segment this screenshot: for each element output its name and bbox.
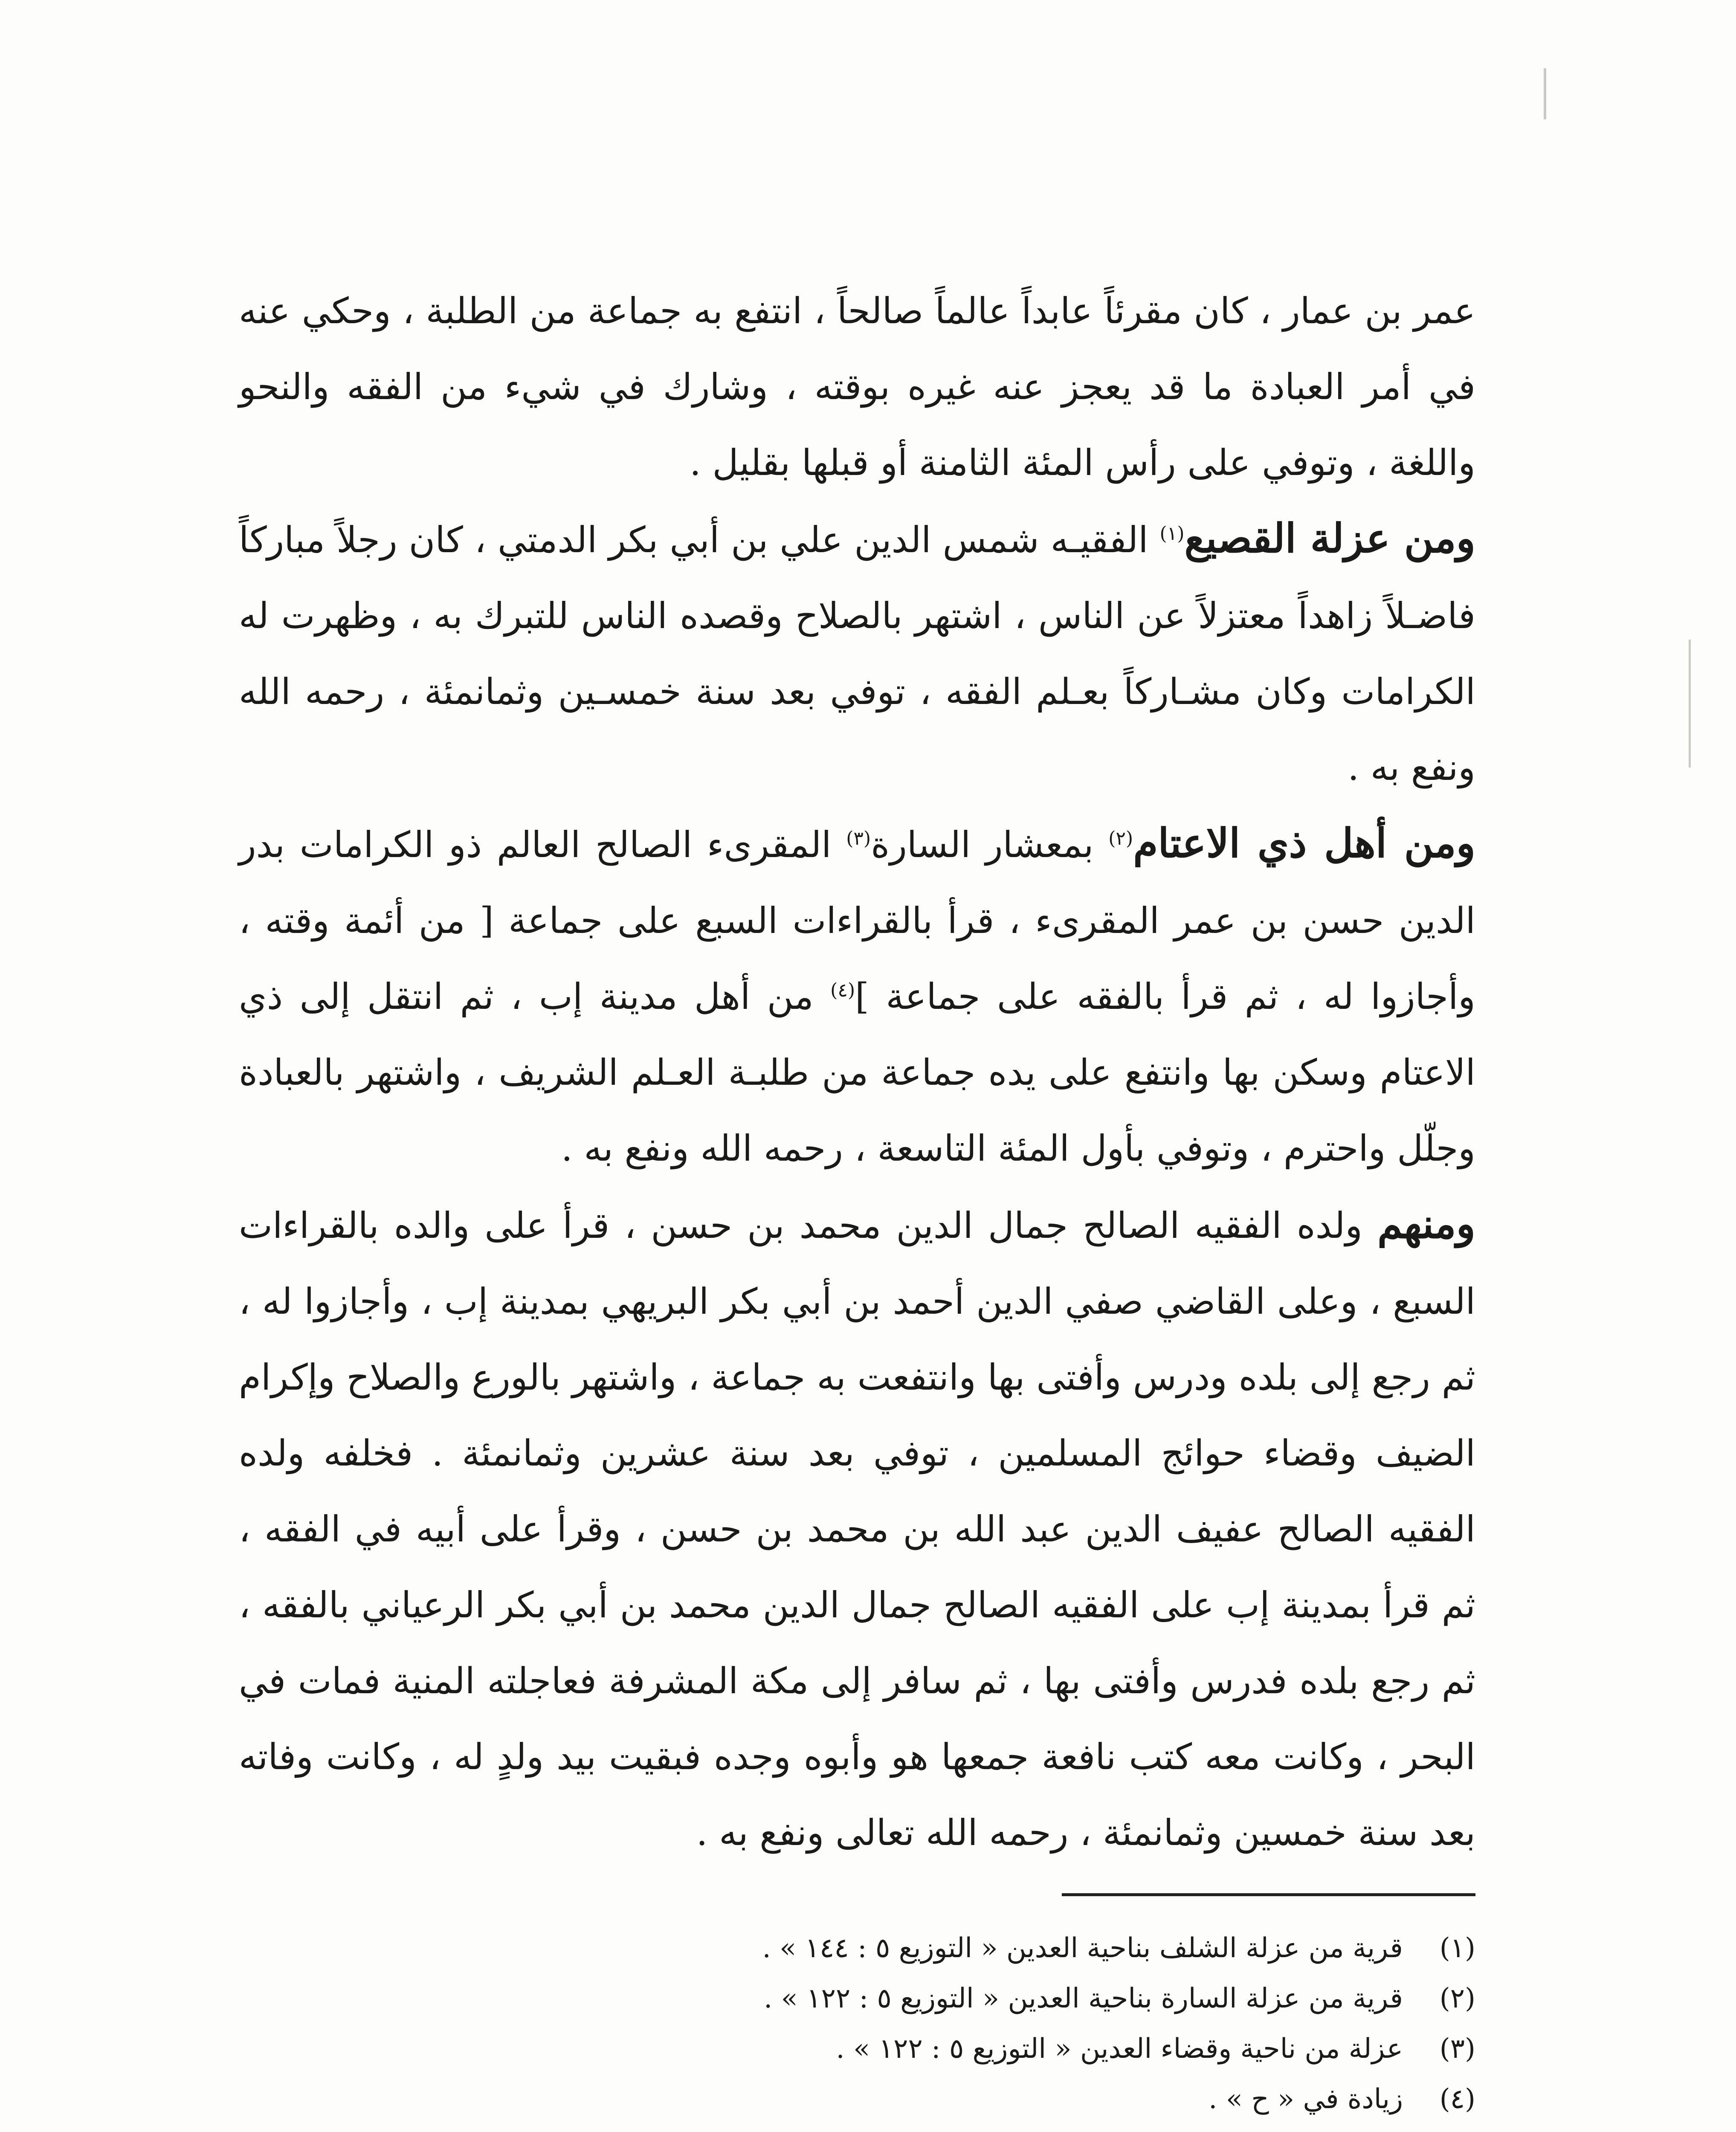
footnote-separator (1062, 1893, 1475, 1896)
paragraph-lead: ومن أهل ذي الاعتام (1133, 820, 1475, 867)
paragraph-text: عمر بن عمار ، كان مقرئاً عابداً عالماً صالحاً ، انتفع به جماعة من الطلبة ، وحكي عنه في أمر العبادة ما قد يعجز عنه غيره بوقته ، وشارك في شيء من الفقه والنحو واللغة ، وتوفي على رأس المئة الثامنة أو قبلها بقليل . (239, 290, 1475, 484)
footnote-text: عزلة من ناحية وقضاء العدين « التوزيع ٥ : ١٢٢ » . (836, 2033, 1403, 2065)
footnote-ref[interactable]: (٣) (846, 828, 871, 849)
paragraph-lead: ومن عزلة القصيع (1184, 515, 1475, 562)
footnote (384, 1973, 1475, 2024)
body-text (239, 273, 1475, 1871)
footnote-text: زيادة في « ح » . (1209, 2083, 1403, 2115)
footnote (384, 2024, 1475, 2074)
footnote-number: (٤) (1439, 2083, 1475, 2115)
footnote-text: قرية من عزلة الشلف بناحية العدين « التوزيع ٥ : ١٤٤ » . (762, 1932, 1403, 1964)
footnote-text: قرية من عزلة السارة بناحية العدين « التوزيع ٥ : ١٢٢ » . (763, 1983, 1403, 2014)
paragraph-lead: ومنهم (1377, 1201, 1475, 1248)
footnote-ref[interactable]: (٤) (830, 979, 855, 1001)
paragraph (239, 273, 1475, 501)
footnote (384, 1923, 1475, 1973)
footnote-ref[interactable]: (١) (1159, 523, 1185, 545)
paragraph-text: ولده الفقيه الصالح جمال الدين محمد بن حسن ، قرأ على والده بالقراءات السبع ، وعلى القاضي صفي الدين أحمد بن أبي بكر البريهي بمدينة إب ، وأجازوا له ، ثم رجع إلى بلده ودرس وأفتى بها وانتفعت به جماعة ، واشتهر بالورع والصلاح وإكرام الضيف وقضاء حوائج المسلمين ، توفي بعد سنة عشرين وثمانمئة . فخلفه ولده الفقيه الصالح عفيف الدين عبد الله بن محمد بن حسن ، وقرأ على أبيه في الفقه ، ثم قرأ بمدينة إب على الفقيه الصالح جمال الدين محمد بن أبي بكر الرعياني بالفقه ، ثم رجع بلده فدرس وأفتى بها ، ثم سافر إلى مكة المشرفة فعاجلته المنية فمات في البحر ، وكانت معه كتب نافعة جمعها هو وأبوه وجده فبقيت بيد ولدٍ له ، وكانت وفاته بعد سنة خمسين وثمانمئة ، رحمه الله تعالى ونفع به . (239, 1205, 1475, 1854)
footnotes (384, 1923, 1475, 2124)
footnote-number: (١) (1439, 1932, 1475, 1964)
paragraph-text: بمعشار السارة (871, 824, 1109, 866)
footnote-number: (٢) (1439, 1983, 1475, 2014)
paragraph (239, 805, 1475, 1186)
scan-edge-mark (1544, 68, 1546, 119)
paragraph (239, 1186, 1475, 1871)
footnote (384, 2074, 1475, 2124)
footnote-number: (٣) (1439, 2033, 1475, 2065)
paragraph-text: الفقيـه شمس الدين علي بن أبي بكر الدمتي ، كان رجلاً مباركاً فاضـلاً زاهداً معتزلاً عن الناس ، اشتهر بالصلاح وقصده الناس للتبرك به ، وظهرت له الكرامات وكان مشـاركاً بعـلم الفقه ، توفي بعد سنة خمسـين وثمانمئة ، رحمه الله ونفع به . (239, 519, 1475, 788)
paragraph-text: من أهل مدينة إب ، ثم انتقل إلى ذي الاعتام وسكن بها وانتفع على يده جماعة من طلبـة العـلم الشريف ، واشتهر بالعبادة وجلّل واحترم ، وتوفي بأول المئة التاسعة ، رحمه الله ونفع به . (239, 976, 1475, 1169)
scan-edge-mark (1689, 640, 1691, 768)
footnote-ref[interactable]: (٢) (1108, 828, 1133, 849)
paragraph (239, 501, 1475, 805)
paragraph-text: المقرىء الصالح العالم ذو الكرامات بدر الدين حسن بن عمر المقرىء ، قرأ بالقراءات السبع على جماعة [ من أئمة وقته ، وأجازوا له ، ثم قرأ بالفقه على جماعة ] (239, 824, 1475, 1017)
